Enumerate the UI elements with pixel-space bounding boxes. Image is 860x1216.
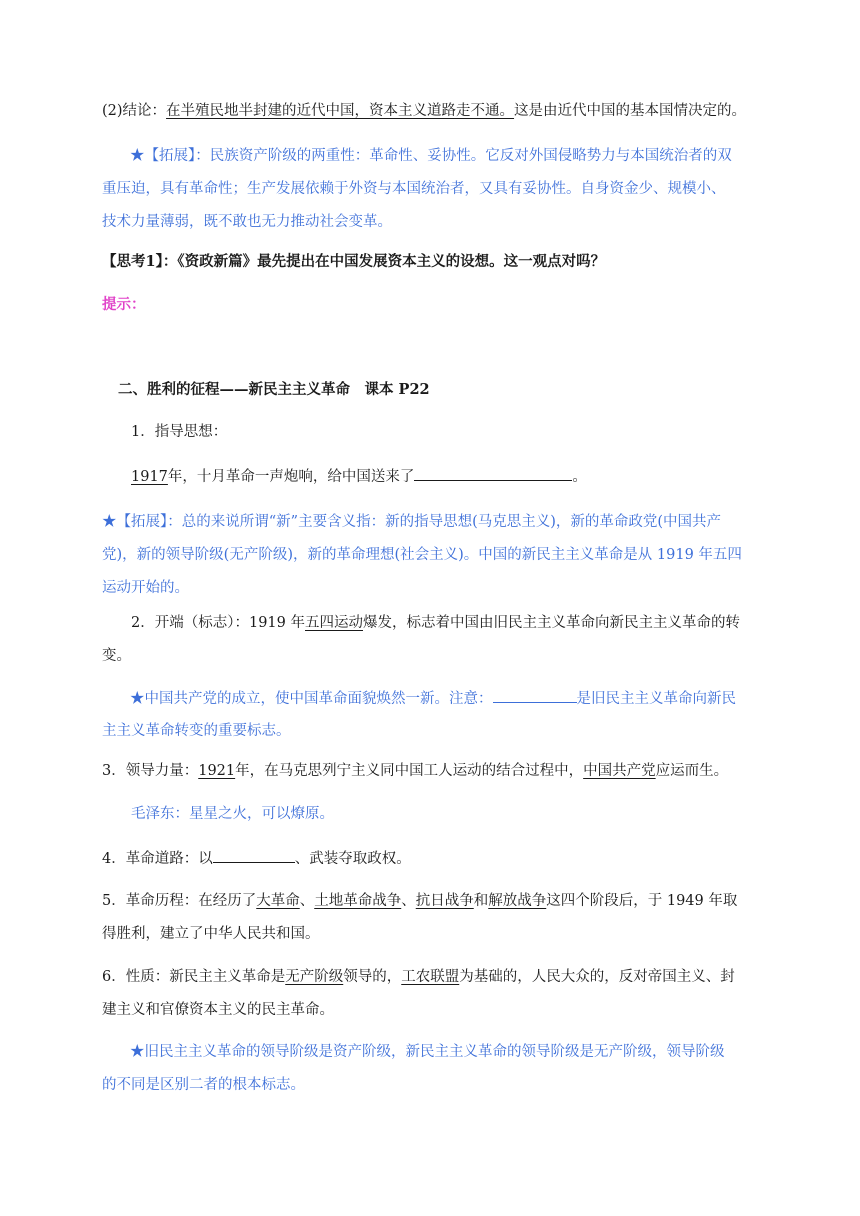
mao-quote: 毛泽东：星星之火，可以燎原。 [131,806,334,822]
item-3-year: 1921 [198,763,236,779]
item-5-stage-2: 土地革命战争 [314,893,402,909]
item-3-text-2: 年，在马克思列宁主义同中国工人运动的结合过程中， [235,763,584,779]
item-2-line-2: 变。 [102,648,131,664]
item-6-line-1 [102,967,735,987]
conclusion-prefix: (2)结论： [102,103,167,119]
extension-2-line-3: 运动开始的。 [102,580,189,596]
item-3-underlined: 中国共产党 [583,763,656,779]
note-6-line-2: 的不同是区别二者的根本标志。 [102,1077,305,1093]
note-2-text-2: 是旧民主主义革命向新民 [576,691,736,707]
item-4-text-1: 4．革命道路：以 [102,851,213,867]
item-3-line [102,761,728,781]
fill-in-blank[interactable] [493,688,577,703]
extension-1-line-2: 重压迫，具有革命性；生产发展依赖于外资与本国统治者，又具有妥协性。自身资金少、规模小、 [102,181,726,197]
note-2-text-1: ★中国共产党的成立，使中国革命面貌焕然一新。注意： [130,691,493,707]
fill-in-blank[interactable] [213,848,295,863]
item-1-year: 1917 [131,469,168,485]
item-3-text-1: 3．领导力量： [102,763,199,779]
separator: 、 [299,893,315,909]
separator: 、 [401,893,416,909]
item-5-line-1 [102,891,737,911]
item-6-underlined-1: 无产阶级 [285,969,344,985]
note-2-line-2: 主主义革命转变的重要标志。 [102,723,291,739]
item-1-sentence [131,466,587,487]
fill-in-blank[interactable] [414,466,572,481]
item-2-text-2: 爆发，标志着中国由旧民主主义革命向新民主主义革命的转 [363,615,740,631]
item-2-underlined: 五四运动 [305,615,363,631]
item-1-text: 年，十月革命一声炮响，给中国送来了 [167,469,415,485]
conclusion-suffix: 这是由近代中国的基本国情决定的。 [514,103,747,119]
extension-2-line-1: ★【拓展】：总的来说所谓“新”主要含义指：新的指导思想(马克思主义)，新的革命政党(中国共产 [102,514,722,530]
item-6-text-2: 领导的， [343,969,402,985]
note-2-line-1 [130,688,736,709]
extension-1-line-3: 技术力量薄弱，既不敢也无力推动社会变革。 [102,214,392,230]
item-4-text-2: 、武装夺取政权。 [294,851,411,867]
conclusion-underlined: 在半殖民地半封建的近代中国，资本主义道路走不通。 [166,103,515,119]
item-5-text-1: 5．革命历程：在经历了 [102,893,257,909]
item-5-text-2: 这四个阶段后，于 1949 年取 [546,893,738,909]
think-question-1: 【思考1】：《资政新篇》最先提出在中国发展资本主义的设想。这一观点对吗？ [102,253,606,270]
item-6-underlined-2: 工农联盟 [401,969,460,985]
item-2-line-1 [131,613,740,633]
item-5-stage-3: 抗日战争 [415,893,474,909]
item-2-text-1: 2．开端（标志）：1919 年 [131,615,305,631]
note-6-line-1: ★旧民主主义革命的领导阶级是资产阶级，新民主主义革命的领导阶级是无产阶级，领导阶级 [130,1044,725,1060]
item-4-line [102,848,411,869]
item-6-text-3: 为基础的，人民大众的，反对帝国主义、封 [459,969,735,985]
extension-1-line-1: ★【拓展】：民族资产阶级的两重性：革命性、妥协性。它反对外国侵略势力与本国统治者的双 [130,148,732,164]
extension-2-line-2: 党)，新的领导阶级(无产阶级)，新的革命理想(社会主义)。中国的新民主主义革命是从 1919 年五四 [102,547,742,563]
item-6-line-2: 建主义和官僚资本主义的民主革命。 [102,1002,334,1018]
item-1-end: 。 [572,469,587,485]
item-5-stage-1: 大革命 [256,893,300,909]
item-1-title: 1．指导思想： [131,424,228,440]
item-5-line-2: 得胜利，建立了中华人民共和国。 [102,926,320,942]
item-5-stage-4: 解放战争 [488,893,547,909]
section-heading-2: 二、胜利的征程——新民主主义革命 课本 P22 [118,381,430,398]
separator: 和 [473,893,489,909]
item-6-text-1: 6．性质：新民主主义革命是 [102,969,286,985]
item-3-text-3: 应运而生。 [655,763,729,779]
conclusion-paragraph [102,101,746,121]
hint-label: 提示： [102,296,146,313]
